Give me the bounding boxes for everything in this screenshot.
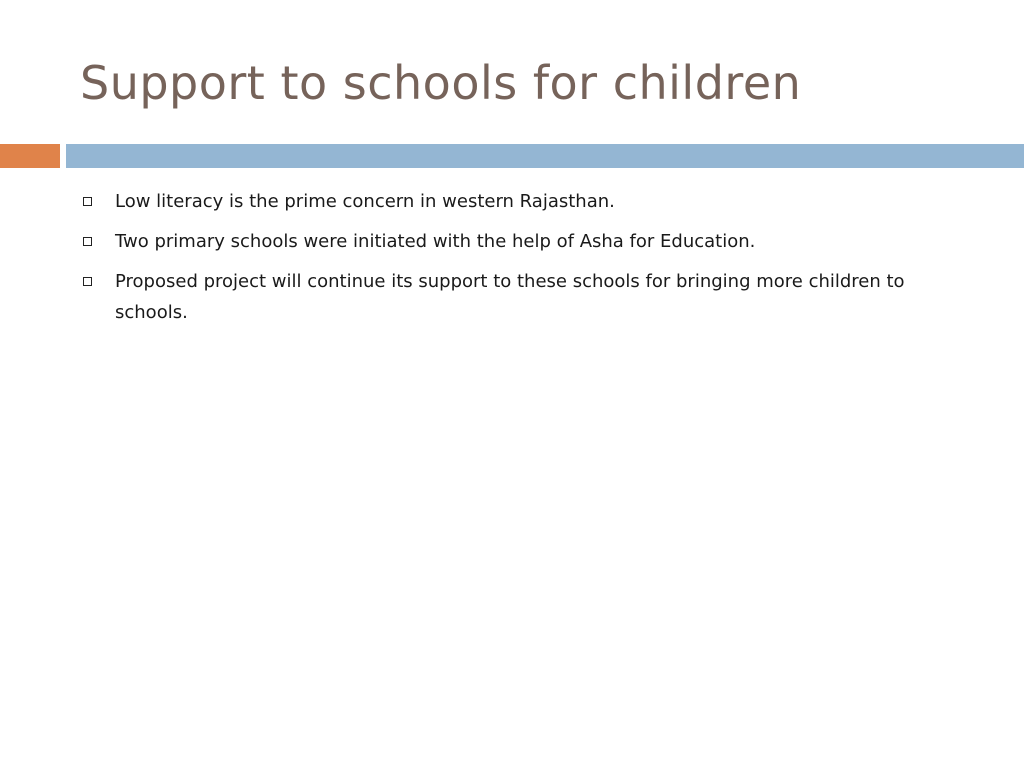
bullet-text: Low literacy is the prime concern in western Rajasthan.	[115, 191, 615, 212]
bullet-list	[80, 186, 980, 337]
accent-bar-orange	[0, 144, 60, 168]
bullet-text: Two primary schools were initiated with the help of Asha for Education.	[115, 231, 756, 252]
hollow-square-icon	[83, 197, 92, 206]
hollow-square-icon	[83, 277, 92, 286]
bullet-item	[80, 186, 980, 217]
bullet-text: Proposed project will continue its support to these schools for bringing more children to schools.	[115, 271, 905, 323]
bullet-item	[80, 226, 980, 257]
hollow-square-icon	[83, 237, 92, 246]
accent-bar-blue	[66, 144, 1024, 168]
bullet-item	[80, 266, 980, 328]
slide-title: Support to schools for children	[80, 56, 802, 110]
